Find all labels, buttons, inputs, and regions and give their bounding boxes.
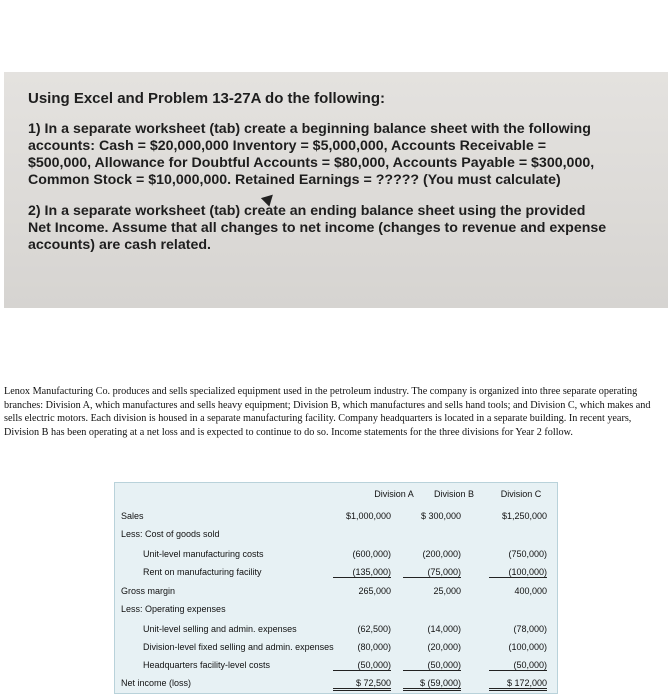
cell-division-a: (80,000) — [357, 642, 391, 652]
row-sales — [115, 511, 557, 525]
cell-division-a: $1,000,000 — [345, 511, 391, 521]
cell-division-c: (100,000) — [489, 567, 547, 578]
row-division-fixed — [115, 642, 557, 656]
row-label: Gross margin — [121, 586, 176, 596]
column-header-division-b: Division B — [433, 489, 474, 499]
cell-division-a: (62,500) — [357, 624, 391, 634]
cell-division-b: (75,000) — [403, 567, 461, 578]
cell-division-b: $ (59,000) — [403, 678, 461, 691]
cell-division-a: 265,000 — [358, 586, 391, 596]
cell-division-b: (50,000) — [403, 660, 461, 671]
row-gross-margin — [115, 586, 557, 600]
cell-division-a: $ 72,500 — [333, 678, 391, 691]
table-header-row — [115, 489, 557, 503]
instructions-block — [28, 90, 608, 268]
instructions-photo — [4, 72, 668, 308]
cell-division-c: (100,000) — [508, 642, 547, 652]
cell-division-b: $ 300,000 — [420, 511, 461, 521]
row-unit-selling — [115, 624, 557, 638]
problem-description: Lenox Manufacturing Co. produces and sells specialized equipment used in the petroleum industry. The company is organized into three separate operating branches: Division A, which manufactures and sells heavy equipment; Division B, which manufactures and sells hand tools; and Division C, which makes and sells electric motors. Each division is housed in a separate manufacturing facility. Company headquarters is located in a separate building. In recent years, Division B has been operating at a net loss and is expected to continue to do so. Income statements for the three divisions for Year 2 follow. — [4, 386, 651, 438]
row-label: Less: Cost of goods sold — [121, 529, 220, 539]
row-label: Unit-level manufacturing costs — [143, 549, 264, 559]
row-less-opex — [115, 604, 557, 618]
instruction-step-2: 2) In a separate worksheet (tab) create an ending balance sheet using the provided Net Income. Assume that all changes to net income (changes to revenue and expense accounts) are cash related. — [28, 203, 607, 253]
top-blank-area — [0, 0, 672, 70]
row-net-income — [115, 678, 557, 692]
cell-division-c: (750,000) — [508, 549, 547, 559]
income-statement-table — [114, 482, 558, 694]
column-header-division-c: Division C — [500, 489, 542, 499]
cell-division-b: (20,000) — [427, 642, 461, 652]
row-label: Less: Operating expenses — [121, 604, 226, 614]
row-label: Sales — [121, 511, 144, 521]
cell-division-a: (50,000) — [333, 660, 391, 671]
cell-division-a: (135,000) — [333, 567, 391, 578]
instruction-step-1: 1) In a separate worksheet (tab) create a beginning balance sheet with the following accounts: Cash = $20,000,000 Inventory = $5,000,000, Accounts Receivable = $500,000, Allowance for Doubtful Accounts = $80,000, Accounts Payable = $300,000, Common Stock = $10,000,000. Retained Earnings = ????? (You must calculate) — [28, 121, 595, 188]
cell-division-b: (200,000) — [422, 549, 461, 559]
cell-division-c: 400,000 — [514, 586, 547, 596]
cell-division-b: 25,000 — [433, 586, 461, 596]
cell-division-a: (600,000) — [352, 549, 391, 559]
row-label: Unit-level selling and admin. expenses — [143, 624, 297, 634]
row-headquarters — [115, 660, 557, 674]
row-label: Rent on manufacturing facility — [143, 567, 262, 577]
row-unit-mfg — [115, 549, 557, 563]
row-label: Net income (loss) — [121, 678, 192, 688]
row-less-cogs — [115, 529, 557, 543]
row-rent — [115, 567, 557, 581]
cell-division-b: (14,000) — [427, 624, 461, 634]
cell-division-c: $ 172,000 — [489, 678, 547, 691]
column-header-division-a: Division A — [374, 489, 414, 499]
cell-division-c: (50,000) — [489, 660, 547, 671]
cell-division-c: $1,250,000 — [501, 511, 547, 521]
row-label: Headquarters facility-level costs — [143, 660, 271, 670]
instructions-heading: Using Excel and Problem 13-27A do the following: — [28, 90, 385, 107]
row-label: Division-level fixed selling and admin. expenses — [143, 642, 334, 652]
cell-division-c: (78,000) — [513, 624, 547, 634]
